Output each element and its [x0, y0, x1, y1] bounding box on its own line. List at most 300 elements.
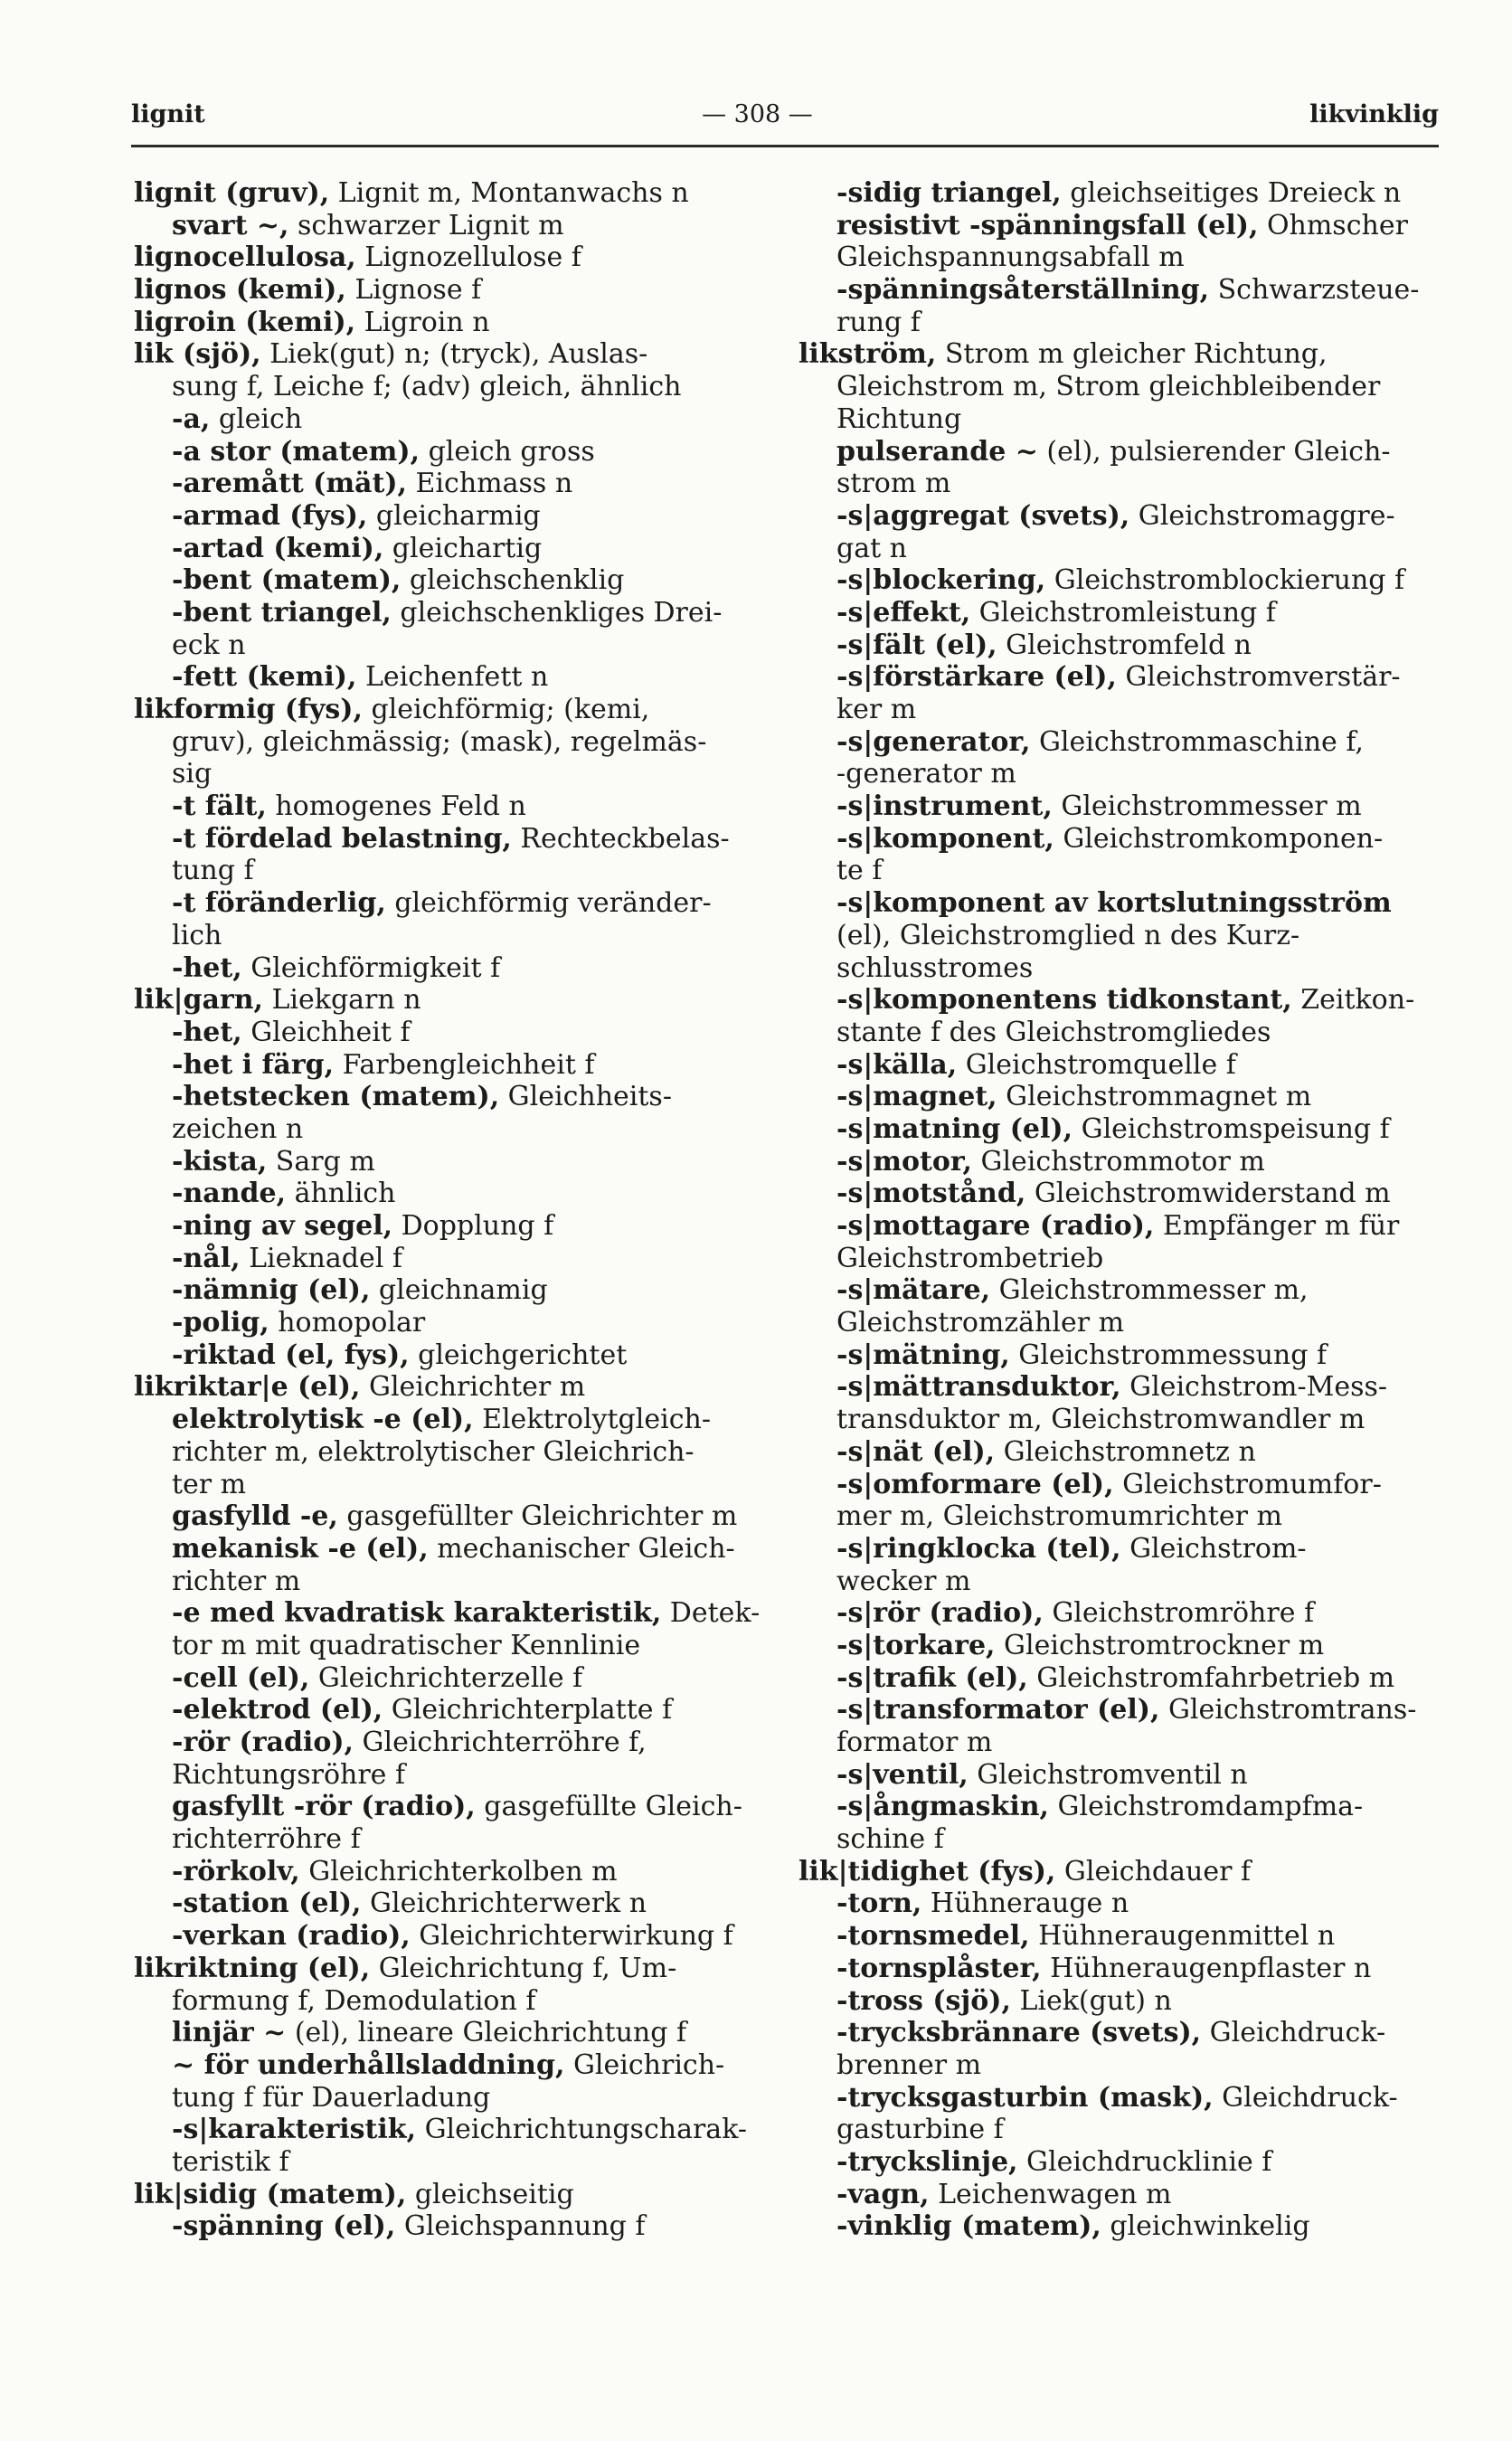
entry-headword: -riktad (el, fys), [172, 1339, 410, 1371]
entry-translation: ker m [836, 694, 917, 725]
entry-line [134, 307, 767, 339]
entry-translation: formung f, Demodulation f [172, 1984, 536, 2017]
entry-line [134, 500, 767, 533]
entry-headword: -s|komponent, [836, 822, 1054, 855]
entry-line [799, 500, 1442, 533]
entry-headword: -s|generator, [836, 725, 1031, 758]
entry-headword: likriktning (el), [134, 1952, 371, 1984]
entry-line [799, 1049, 1442, 1082]
entry-translation: Richtung [836, 402, 962, 435]
entry-headword: lik|tidighet (fys), [799, 1855, 1056, 1888]
entry-translation: Gleichstrombetrieb [836, 1242, 1104, 1274]
entry-translation: teristik f [172, 2145, 289, 2178]
entry-headword: -spänningsåterställning, [836, 274, 1210, 307]
entry-line [134, 1339, 767, 1372]
entry-translation: Gleichstromröhre f [1043, 1597, 1315, 1630]
entry-translation: brenner m [836, 2048, 982, 2081]
entry-translation: Gleichförmigkeit f [241, 951, 501, 984]
entry-translation: Rechteckbelas- [511, 822, 730, 855]
entry-translation: Ligroin n [355, 306, 490, 338]
entry-line [799, 694, 1442, 726]
entry-line [799, 984, 1442, 1017]
entry-translation: Gleichrichterwirkung f [410, 1920, 733, 1953]
entry-translation: Gleichstromumfor- [1113, 1468, 1382, 1500]
entry-translation: homogenes Feld n [266, 790, 526, 823]
entry-translation: lich [172, 919, 222, 951]
entry-translation: Gleichstromkomponen- [1054, 822, 1384, 855]
entry-line [799, 920, 1442, 952]
entry-translation: mechanischer Gleich- [428, 1532, 735, 1565]
entry-translation: schine f [836, 1823, 944, 1856]
entry-translation: Gleichdruck- [1201, 2017, 1386, 2049]
entry-line [134, 1371, 767, 1404]
entry-translation: Gleichrichterkolben m [299, 1855, 618, 1888]
entry-translation: gleichschenklig [401, 564, 625, 597]
entry-headword: -t föränderlig, [172, 887, 386, 920]
entry-headword: -s|motstånd, [836, 1178, 1026, 1210]
entry-line [799, 338, 1442, 371]
entry-headword: -rörkolv, [172, 1855, 300, 1888]
entry-line [799, 564, 1442, 597]
entry-line [134, 2082, 767, 2115]
entry-line [134, 1274, 767, 1307]
entry-headword: -bent triangel, [172, 596, 392, 629]
entry-translation: Gleichstromverstär- [1116, 661, 1401, 694]
entry-translation: Empfänger m für [1154, 1210, 1400, 1242]
entry-headword: -tryckslinje, [836, 2145, 1018, 2178]
entry-line [799, 468, 1442, 500]
entry-headword: -tross (sjö), [836, 1984, 1011, 2017]
entry-translation: richterröhre f [172, 1823, 361, 1856]
entry-translation: Zeitkon- [1291, 984, 1415, 1017]
entry-translation: Gleichstromventil n [968, 1758, 1248, 1791]
entry-translation: ter m [172, 1468, 247, 1500]
entry-line [134, 694, 767, 726]
entry-line [134, 1049, 767, 1082]
entry-line [799, 1791, 1442, 1823]
entry-headword: -s|ventil, [836, 1758, 969, 1791]
entry-headword: -s|blockering, [836, 564, 1046, 597]
entry-translation: mer m, Gleichstromumrichter m [836, 1500, 1282, 1533]
entry-line [134, 2114, 767, 2146]
entry-headword: likström, [799, 338, 937, 371]
entry-headword: -s|mätning, [836, 1339, 1010, 1371]
entry-line [799, 758, 1442, 790]
entry-translation: gruv), gleichmässig; (mask), regelmäs- [172, 725, 707, 758]
entry-line [799, 1597, 1442, 1630]
entry-translation: -generator m [836, 758, 1016, 790]
entry-headword: -s|fält (el), [836, 629, 997, 661]
entry-headword: -a, [172, 402, 211, 435]
entry-translation: gleichartig [383, 532, 543, 564]
entry-translation: Gleichrichterwerk n [361, 1888, 647, 1920]
entry-translation: Gleichstrommessung f [1009, 1339, 1328, 1371]
entry-line [134, 823, 767, 856]
entry-headword: likformig (fys), [134, 694, 363, 725]
entry-translation: Gleichstromtrans- [1159, 1694, 1417, 1727]
entry-headword: -tornsmedel, [836, 1920, 1030, 1953]
entry-translation: Sarg m [267, 1145, 375, 1178]
entry-line [799, 2210, 1442, 2243]
entry-translation: Gleichstrom m, Strom gleichbleibender [836, 371, 1381, 403]
entry-translation: gleichseitiges Dreieck n [1061, 177, 1402, 209]
entry-headword: likriktar|e (el), [134, 1371, 361, 1404]
entry-translation: (el), Gleichstromglied n des Kurz- [836, 919, 1300, 951]
entry-line [799, 2049, 1442, 2082]
entry-headword: ligroin (kemi), [134, 306, 356, 338]
entry-line [799, 210, 1442, 242]
entry-translation: gleichförmig; (kemi, [362, 694, 650, 725]
entry-translation: gleichwinkelig [1101, 2210, 1310, 2243]
entry-translation: eck n [172, 629, 246, 661]
entry-headword: -nande, [172, 1178, 287, 1210]
entry-headword: -het, [172, 1016, 242, 1048]
entry-line [134, 1404, 767, 1436]
entry-line [134, 790, 767, 823]
entry-line [134, 1694, 767, 1727]
left-column [134, 177, 767, 2243]
entry-translation: gleich [210, 402, 303, 435]
entry-headword: -tornsplåster, [836, 1952, 1042, 1984]
entry-translation: formator m [836, 1727, 993, 1758]
entry-headword: -vinklig (matem), [836, 2210, 1101, 2243]
entry-line [134, 1469, 767, 1501]
entry-line [134, 758, 767, 790]
entry-headword: -s|mottagare (radio), [836, 1210, 1155, 1242]
entry-headword: gasfyllt -rör (radio), [172, 1791, 476, 1823]
header-left-guideword: lignit [131, 99, 205, 128]
entry-translation: Elektrolytgleich- [473, 1404, 711, 1436]
entry-line [134, 1533, 767, 1566]
entry-line [799, 1759, 1442, 1792]
entry-headword: -artad (kemi), [172, 532, 384, 564]
entry-line [134, 1727, 767, 1759]
entry-translation: Gleichdauer f [1055, 1855, 1252, 1888]
entry-line [799, 307, 1442, 339]
entry-line [799, 2179, 1442, 2211]
entry-translation: Gleichstromnetz n [995, 1435, 1256, 1468]
entry-headword: -s|källa, [836, 1048, 958, 1081]
entry-headword: -aremått (mät), [172, 468, 407, 500]
entry-line [134, 177, 767, 210]
right-column [799, 177, 1442, 2243]
entry-headword: -s|komponentens tidkonstant, [836, 984, 1292, 1017]
entry-headword: -spänning (el), [172, 2210, 396, 2243]
entry-headword: -s|magnet, [836, 1081, 997, 1113]
entry-line [799, 403, 1442, 436]
entry-translation: Gleichstromaggre- [1129, 499, 1395, 532]
entry-line [799, 274, 1442, 307]
entry-line [134, 855, 767, 887]
entry-translation: ähnlich [286, 1178, 396, 1210]
entry-translation: Richtungsröhre f [172, 1758, 406, 1791]
entry-headword: -s|instrument, [836, 790, 1053, 823]
entry-headword: -t fördelad belastning, [172, 822, 512, 855]
entry-headword: -ning av segel, [172, 1210, 393, 1242]
entry-line [799, 1146, 1442, 1178]
entry-translation: gleich gross [420, 435, 595, 468]
entry-headword: -fett (kemi), [172, 661, 357, 694]
entry-headword: -nål, [172, 1242, 241, 1274]
entry-translation: Strom m gleicher Richtung, [936, 338, 1328, 371]
entry-translation: Gleichstromfeld n [997, 629, 1252, 661]
entry-headword: -hetstecken (matem), [172, 1081, 500, 1113]
entry-line [799, 1566, 1442, 1598]
entry-headword: lik|sidig (matem), [134, 2178, 407, 2210]
entry-line [134, 984, 767, 1017]
entry-translation: gleichförmig veränder- [385, 887, 712, 920]
entry-translation: Hühnerauge n [921, 1888, 1129, 1920]
entry-translation: Leichenwagen m [929, 2178, 1172, 2210]
entry-headword: lik|garn, [134, 984, 263, 1017]
entry-headword: -s|mättransduktor, [836, 1371, 1121, 1404]
entry-line [799, 790, 1442, 823]
entry-translation: gleichgerichtet [409, 1339, 628, 1371]
entry-translation: Lignit m, Montanwachs n [329, 177, 689, 209]
entry-headword: -cell (el), [172, 1661, 310, 1694]
entry-headword: -s|nät (el), [836, 1435, 996, 1468]
entry-translation: gleichschenkliges Drei- [391, 596, 723, 629]
entry-headword: -s|ringklocka (tel), [836, 1532, 1121, 1565]
entry-translation: Gleichstromfahrbetrieb m [1027, 1661, 1395, 1694]
entry-line [134, 597, 767, 629]
entry-line [799, 1469, 1442, 1501]
entry-headword: -sidig triangel, [836, 177, 1062, 209]
entry-line [134, 1920, 767, 1953]
entry-line [799, 1630, 1442, 1662]
entry-line [134, 1113, 767, 1146]
entry-translation: homopolar [269, 1307, 426, 1339]
entry-line [134, 1823, 767, 1856]
entry-translation: Gleichstrommesser m, [990, 1274, 1309, 1307]
entry-line [134, 274, 767, 307]
entry-line [134, 1630, 767, 1662]
entry-translation: gleichnamig [370, 1274, 548, 1307]
entry-line [799, 371, 1442, 403]
entry-headword: -s|motor, [836, 1145, 972, 1178]
entry-translation: gat n [836, 532, 908, 564]
entry-line [799, 1243, 1442, 1275]
entry-line [799, 2146, 1442, 2179]
entry-line [134, 629, 767, 662]
entry-headword: -s|ångmaskin, [836, 1791, 1049, 1823]
entry-line [799, 1339, 1442, 1372]
entry-line [799, 1113, 1442, 1146]
entry-translation: Gleichdruck- [1213, 2081, 1398, 2114]
entry-translation: tor m mit quadratischer Kennlinie [172, 1629, 641, 1661]
entry-line [799, 533, 1442, 565]
entry-line [799, 952, 1442, 985]
entry-headword: -rör (radio), [172, 1727, 354, 1758]
entry-line [799, 629, 1442, 662]
entry-line [134, 1146, 767, 1178]
entry-line [799, 1727, 1442, 1759]
entry-line [134, 1856, 767, 1888]
entry-translation: Gleichstromspeisung f [1073, 1112, 1390, 1145]
entry-line [799, 855, 1442, 887]
entry-line [799, 1274, 1442, 1307]
entry-translation: Gleichstromzähler m [836, 1307, 1125, 1339]
entry-line [799, 1856, 1442, 1888]
entry-translation: wecker m [836, 1565, 971, 1597]
entry-line [134, 533, 767, 565]
entry-translation: Leichenfett n [356, 661, 549, 694]
entry-line [134, 1759, 767, 1792]
entry-translation: Gleichheits- [499, 1081, 672, 1113]
entry-line [134, 2210, 767, 2243]
entry-headword: elektrolytisk -e (el), [172, 1404, 474, 1436]
entry-line [134, 1178, 767, 1210]
entry-line [134, 1243, 767, 1275]
entry-headword: -s|trafik (el), [836, 1661, 1028, 1694]
entry-headword: -s|effekt, [836, 596, 971, 629]
entry-line [799, 661, 1442, 694]
entry-headword: ~ för underhållsladdning, [172, 2048, 565, 2081]
entry-translation: Gleichrichter m [360, 1371, 586, 1404]
entry-line [134, 1307, 767, 1339]
entry-line [134, 2146, 767, 2179]
entry-translation: Gleichrich- [564, 2048, 725, 2081]
entry-headword: -armad (fys), [172, 499, 368, 532]
entry-translation: transduktor m, Gleichstromwandler m [836, 1404, 1366, 1436]
entry-translation: Gleichheit f [241, 1016, 411, 1048]
entry-line [134, 1017, 767, 1049]
entry-translation: (el), lineare Gleichrichtung f [286, 2017, 687, 2049]
entry-translation: te f [836, 855, 883, 887]
entry-headword: -verkan (radio), [172, 1920, 411, 1953]
entry-line [799, 823, 1442, 856]
entry-translation: Dopplung f [392, 1210, 554, 1242]
entry-line [134, 2017, 767, 2049]
entry-line [134, 468, 767, 500]
entry-headword: -s|förstärkare (el), [836, 661, 1117, 694]
entry-line [799, 1662, 1442, 1695]
header-rule [131, 145, 1439, 147]
entry-translation: Gleichstromdampfma- [1049, 1791, 1364, 1823]
entry-headword: lignit (gruv), [134, 177, 330, 209]
entry-translation: rung f [836, 306, 921, 338]
entry-headword: lik (sjö), [134, 338, 261, 371]
entry-headword: -s|torkare, [836, 1629, 996, 1661]
entry-translation: richter m [172, 1565, 301, 1597]
entry-translation: sig [172, 758, 213, 790]
entry-headword: -trycksbrännare (svets), [836, 2017, 1202, 2049]
entry-line [799, 1533, 1442, 1566]
entry-headword: -elektrod (el), [172, 1694, 383, 1727]
entry-translation: sung f, Leiche f; (adv) gleich, ähnlich [172, 371, 682, 403]
entry-headword: -e med kvadratisk karakteristik, [172, 1597, 662, 1630]
entry-headword: -s|omformare (el), [836, 1468, 1114, 1500]
entry-line [134, 1436, 767, 1469]
entry-translation: Schwarzsteue- [1209, 274, 1420, 307]
entry-line [799, 2017, 1442, 2049]
entry-line [799, 1436, 1442, 1469]
entry-headword: -torn, [836, 1888, 922, 1920]
entry-translation: Liek(gut) n [1010, 1984, 1172, 2017]
entry-translation: Liekgarn n [262, 984, 421, 1017]
entry-line [134, 1888, 767, 1920]
entry-translation: Lignozellulose f [355, 241, 581, 274]
entry-line [134, 661, 767, 694]
entry-headword: -polig, [172, 1307, 269, 1339]
entry-translation: Gleichstrommagnet m [997, 1081, 1312, 1113]
entry-line [134, 403, 767, 436]
entry-line [799, 241, 1442, 274]
entry-headword: -s|komponent av kortslutningsström [836, 887, 1392, 920]
entry-translation: gleicharmig [367, 499, 541, 532]
entry-headword: -het i färg, [172, 1048, 335, 1081]
entry-translation: Gleichstrommaschine f, [1030, 725, 1364, 758]
entry-line [799, 2114, 1442, 2146]
entry-headword: lignos (kemi), [134, 274, 346, 307]
entry-line [799, 1985, 1442, 2018]
entry-headword: -trycksgasturbin (mask), [836, 2081, 1214, 2114]
entry-line [799, 1404, 1442, 1436]
entry-line [134, 726, 767, 759]
entry-line [134, 1500, 767, 1533]
entry-line [799, 1953, 1442, 1985]
entry-line [799, 1888, 1442, 1920]
entry-translation: Gleichstrommesser m [1052, 790, 1362, 823]
entry-headword: -station (el), [172, 1888, 362, 1920]
entry-line [799, 1017, 1442, 1049]
entry-line [134, 241, 767, 274]
entry-headword: svart ~, [172, 209, 289, 241]
entry-translation: Gleichspannung f [395, 2210, 646, 2243]
entry-line [134, 210, 767, 242]
entry-translation: strom m [836, 468, 951, 500]
entry-headword: lignocellulosa, [134, 241, 356, 274]
entry-translation: gasgefüllte Gleich- [475, 1791, 742, 1823]
entry-translation: Gleichrichtung f, Um- [370, 1952, 677, 1984]
entry-translation: Lieknadel f [240, 1242, 402, 1274]
entry-headword: gasfylld -e, [172, 1500, 338, 1533]
entry-translation: Gleichstromblockierung f [1045, 564, 1405, 597]
entry-line [799, 1178, 1442, 1210]
entry-line [799, 1920, 1442, 1953]
page-number: — 308 — [702, 99, 813, 128]
entry-line [799, 726, 1442, 759]
entry-translation: Lignose f [345, 274, 482, 307]
entry-translation: Farbengleichheit f [334, 1048, 595, 1081]
entry-translation: zeichen n [172, 1112, 304, 1145]
entry-headword: -s|aggregat (svets), [836, 499, 1130, 532]
entry-line [799, 1500, 1442, 1533]
entry-line [799, 1210, 1442, 1243]
entry-line [134, 371, 767, 403]
entry-translation: Gleichrichterplatte f [383, 1694, 673, 1727]
entry-translation: tung f für Dauerladung [172, 2081, 491, 2114]
entry-headword: -s|karakteristik, [172, 2114, 417, 2146]
entry-headword: -a stor (matem), [172, 435, 421, 468]
header-right-guideword: likvinklig [1309, 99, 1439, 128]
entry-translation: Liek(gut) n; (tryck), Auslas- [260, 338, 648, 371]
entry-headword: -s|rör (radio), [836, 1597, 1044, 1630]
entry-line [799, 1081, 1442, 1113]
entry-line [134, 1081, 767, 1113]
entry-translation: stante f des Gleichstromgliedes [836, 1016, 1271, 1048]
entry-line [799, 1307, 1442, 1339]
entry-translation: Gleichstrommotor m [971, 1145, 1265, 1178]
entry-line [134, 2179, 767, 2211]
entry-line [799, 1823, 1442, 1856]
entry-line [799, 887, 1442, 920]
page-header [131, 96, 1439, 132]
entry-translation: gleichseitig [406, 2178, 574, 2210]
entry-headword: -bent (matem), [172, 564, 402, 597]
entry-translation: Gleichstrom- [1120, 1532, 1307, 1565]
entry-translation: Gleichdrucklinie f [1017, 2145, 1272, 2178]
